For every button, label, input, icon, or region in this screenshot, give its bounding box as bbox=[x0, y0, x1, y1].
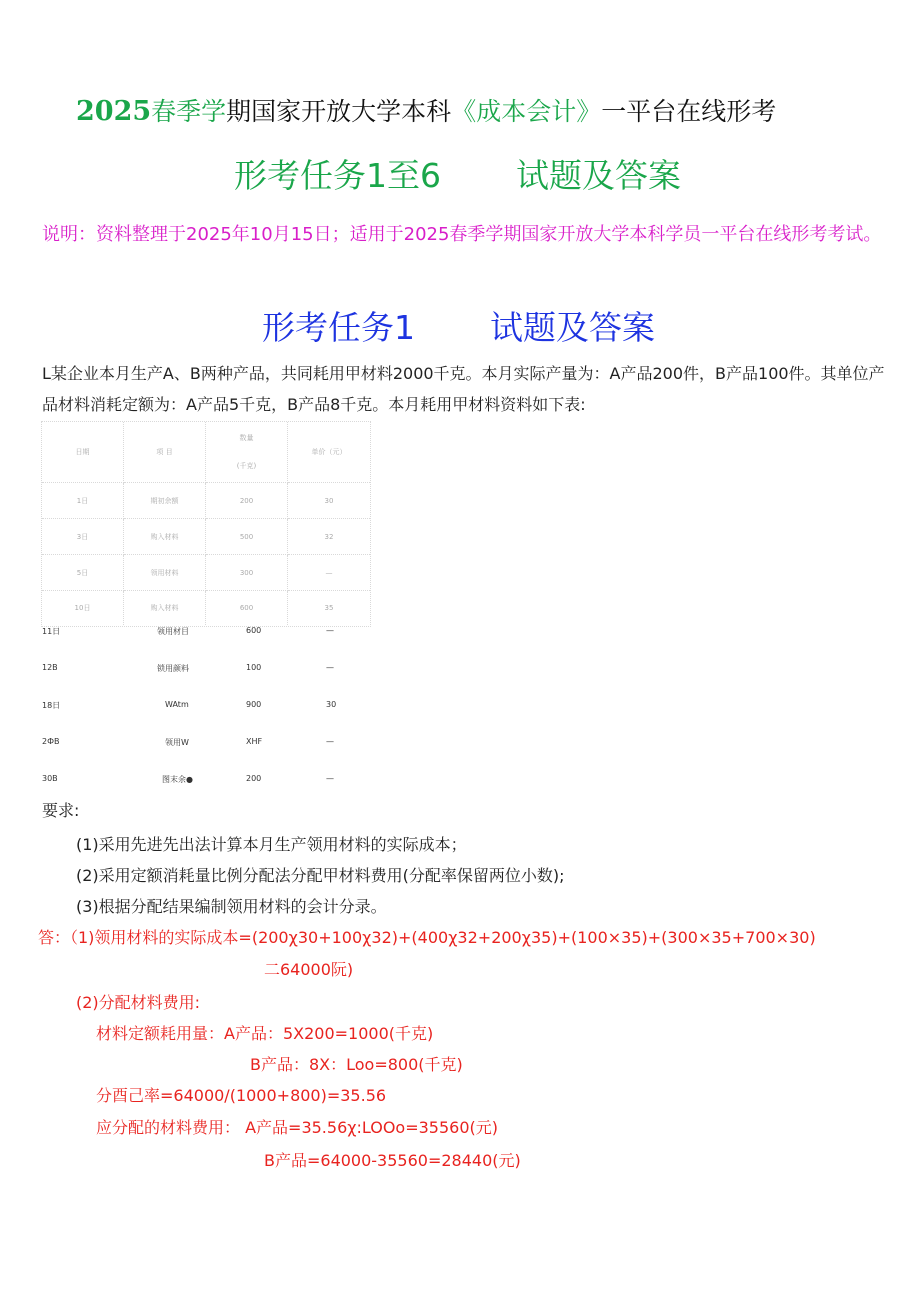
table-cell: 200 bbox=[206, 483, 288, 519]
table-header-date: 日期 bbox=[42, 422, 124, 483]
question-text: L某企业本月生产A、B两种产品，共同耗用甲材料2000千克。本月实际产量为：A产品200件，B产品100件。其单位产品材料消耗定额为：A产品5千克，B产品8千克。本月耗用甲材料资料如下表: bbox=[42, 364, 885, 414]
table-cell: 200 bbox=[246, 774, 262, 783]
table-cell: 900 bbox=[246, 700, 262, 709]
title-university: 期国家开放大学本科 bbox=[226, 97, 452, 126]
title-season: 春季学 bbox=[151, 97, 227, 126]
table-cell: 购入材料 bbox=[124, 519, 206, 555]
table-cell: — bbox=[326, 774, 334, 783]
answer-line: 分酉己率=64000/(1000+800)=35.56 bbox=[96, 1086, 387, 1105]
table-cell: 600 bbox=[246, 626, 262, 635]
document-title bbox=[76, 92, 776, 128]
table-header-price: 单价（元） bbox=[288, 422, 370, 483]
table-cell: 3日 bbox=[42, 519, 124, 555]
answer-line: 材料定额耗用量：A产品：5X200=1000(千克) bbox=[96, 1024, 434, 1043]
table-cell: 2ФB bbox=[42, 737, 60, 746]
table-cell: XHF bbox=[246, 737, 263, 746]
answer-line: 二64000阮) bbox=[264, 960, 354, 979]
table-cell: 30 bbox=[326, 700, 337, 709]
subtitle-tasks: 形考任务1至6 bbox=[234, 156, 441, 195]
table-cell: 1日 bbox=[42, 483, 124, 519]
table-cell: 11日 bbox=[42, 627, 61, 636]
table-cell: — bbox=[288, 555, 370, 591]
answer-line: 答：（1)领用材料的实际成本=(200χ30+100χ32)+(400χ32+200χ35)+(100×35)+(300×35+700×30) bbox=[38, 928, 816, 947]
section1-heading-answers: 试题及答案 bbox=[490, 308, 655, 347]
table-cell: 100 bbox=[246, 663, 262, 672]
table-cell: 600 bbox=[206, 591, 288, 625]
table-cell: — bbox=[326, 626, 334, 635]
title-year: 2025 bbox=[76, 96, 152, 127]
table-cell: 500 bbox=[206, 519, 288, 555]
note-text: 说明：资料整理于2025年10月15日；适用于2025春季学期国家开放大学本科学员一平台在线形考考试。 bbox=[42, 224, 882, 245]
requirement-item: (2)采用定额消耗量比例分配法分配甲材料费用(分配率保留两位小数); bbox=[76, 866, 565, 885]
table-header-qty-label: 数量 bbox=[239, 434, 254, 442]
table-cell: 18日 bbox=[42, 701, 61, 710]
title-course: 《成本会计》 bbox=[451, 97, 602, 126]
title-platform: 一平台在线形考 bbox=[601, 97, 777, 126]
section1-heading: 形考任务1 bbox=[262, 308, 415, 347]
table-cell: 12B bbox=[42, 663, 58, 672]
table-cell: 300 bbox=[206, 555, 288, 591]
table-cell: 购入材料 bbox=[124, 591, 206, 625]
table-cell: 锁用颜料 bbox=[157, 664, 189, 673]
table-cell: 5日 bbox=[42, 555, 124, 591]
table-cell: 领用W bbox=[165, 738, 189, 747]
table-cell: WAtm bbox=[165, 700, 189, 709]
table-header-qty-unit: (千克) bbox=[236, 462, 257, 470]
table-cell: 10日 bbox=[42, 591, 124, 625]
table-header-qty bbox=[206, 422, 288, 483]
subtitle-answers: 试题及答案 bbox=[516, 156, 681, 195]
table-cell: — bbox=[326, 737, 334, 746]
material-table-faded bbox=[41, 421, 371, 627]
answer-line: B产品=64000-35560=28440(元) bbox=[264, 1151, 521, 1170]
answer-line: (2)分配材料费用: bbox=[76, 993, 201, 1012]
answer-line: 应分配的材料费用： A产品=35.56χ:LOOo=35560(元) bbox=[96, 1118, 498, 1137]
table-cell: 30B bbox=[42, 774, 58, 783]
table-cell: 35 bbox=[324, 604, 334, 612]
requirement-item: (3)根据分配结果编制领用材料的会计分录。 bbox=[76, 897, 387, 916]
table-cell: 领用材目 bbox=[157, 627, 189, 636]
table-cell: — bbox=[326, 663, 334, 672]
answer-line: B产品：8X：Loo=800(千克) bbox=[250, 1055, 463, 1074]
table-header-item: 项 目 bbox=[124, 422, 206, 483]
table-cell: 图末余● bbox=[162, 775, 193, 784]
requirements-title: 要求: bbox=[42, 801, 80, 820]
table-cell: 领用材料 bbox=[124, 555, 206, 591]
requirement-item: (1)采用先进先出法计算本月生产领用材料的实际成本； bbox=[76, 835, 467, 854]
table-cell: 期初余额 bbox=[124, 483, 206, 519]
table-cell: 30 bbox=[288, 483, 370, 519]
table-cell: 32 bbox=[288, 519, 370, 555]
